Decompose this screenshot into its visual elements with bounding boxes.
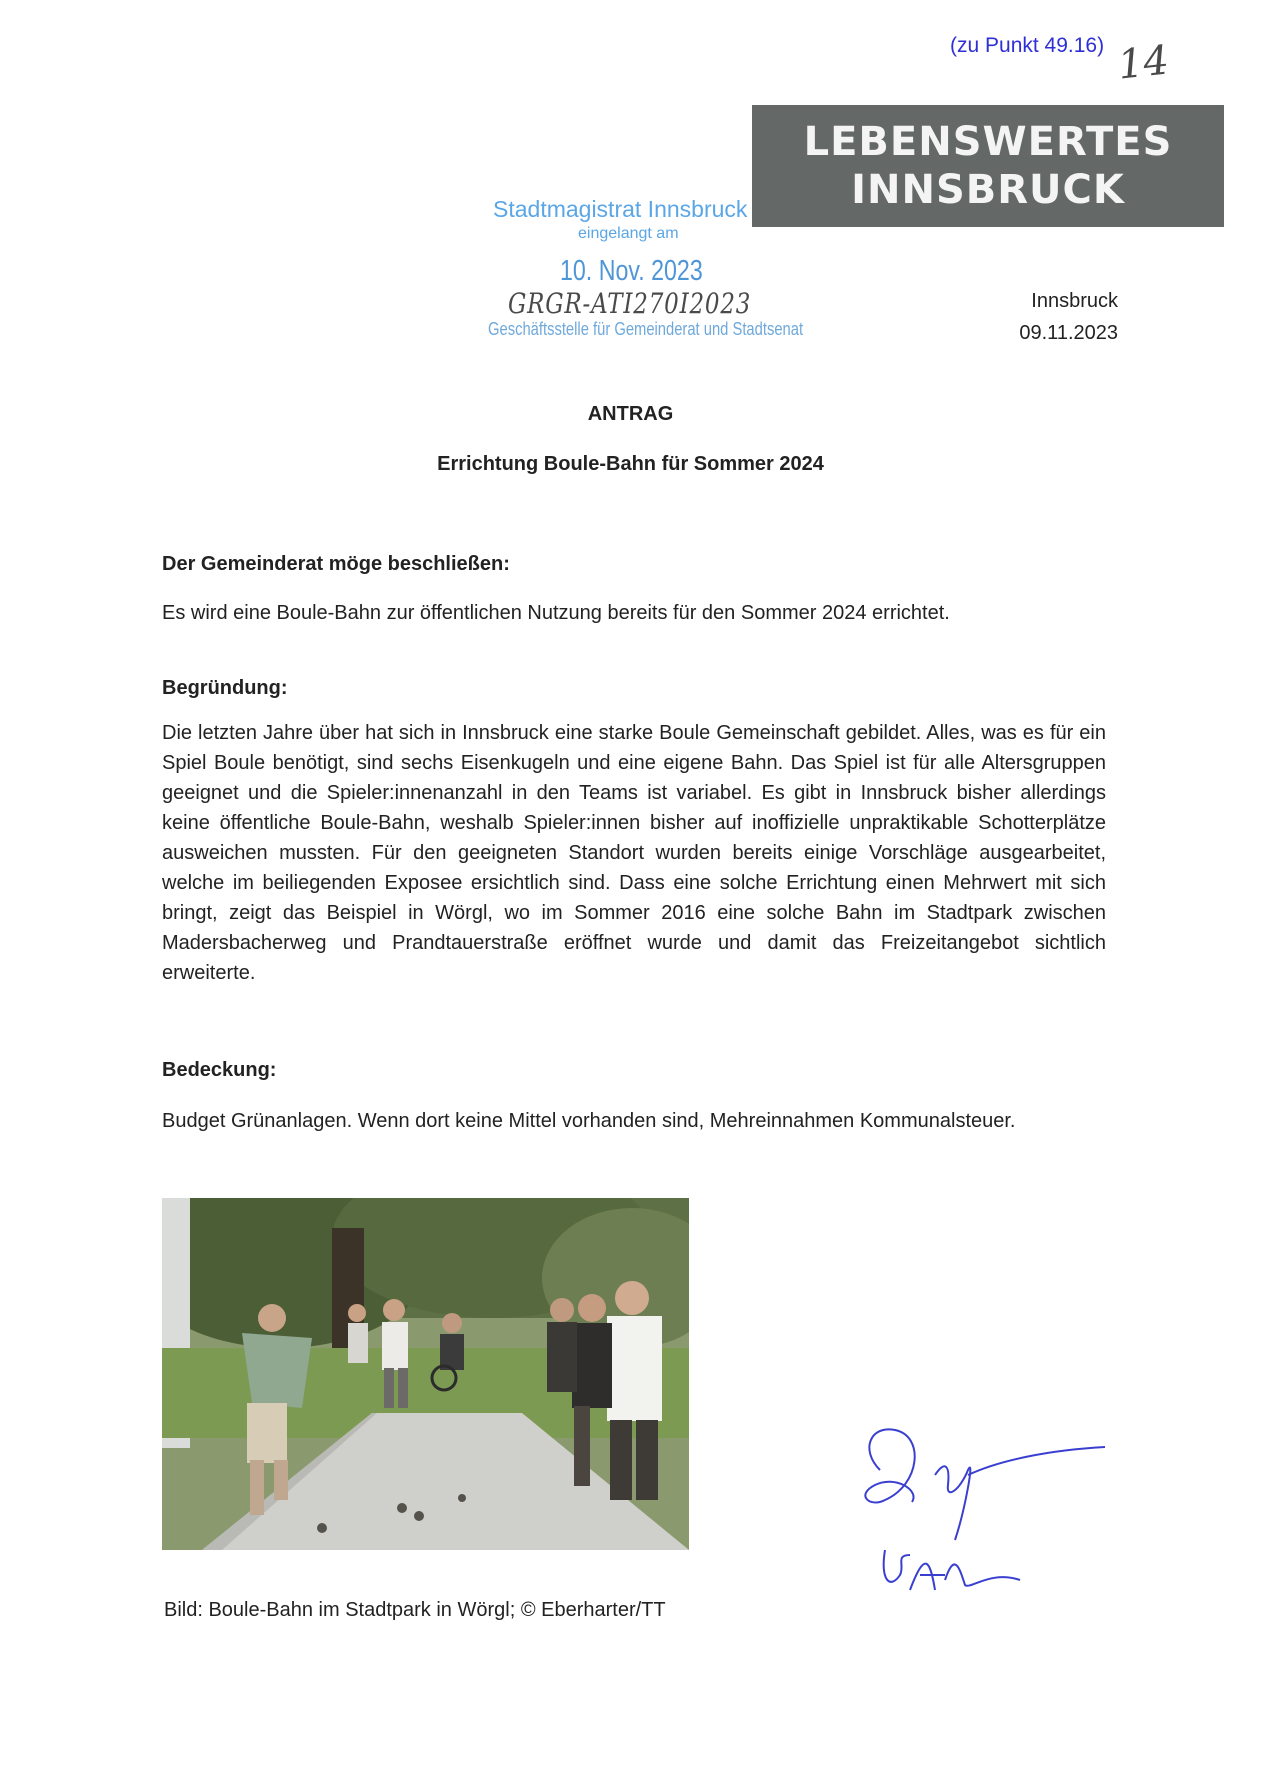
motion-text: Es wird eine Boule-Bahn zur öffentlichen Nutzung bereits für den Sommer 2024 errichtet.	[162, 602, 950, 624]
justification-label: Begründung:	[162, 677, 288, 699]
coverage-label: Bedeckung:	[162, 1059, 277, 1081]
stamp-handwritten-reference: GRGR-ATI270I2023	[508, 287, 752, 320]
stamp-received-date: 10. Nov. 2023	[560, 255, 703, 287]
stamp-received-label: eingelangt am	[578, 225, 679, 242]
logo-line-2: INNSBRUCK	[851, 167, 1125, 213]
party-logo	[752, 105, 1224, 227]
boule-court-photo	[162, 1198, 689, 1550]
document-date: 09.11.2023	[1019, 322, 1118, 344]
justification-text: Die letzten Jahre über hat sich in Innsbruck eine starke Boule Gemeinschaft gebildet. Alles, was es für ein Spiel Boule benötigt, sind sechs Eisenkugeln und eine eigene Bahn. Das Spiel ist für alle Altersgruppen geeignet und die Spieler:innenanzahl in den Teams ist variabel. Es gibt in Innsbruck bisher allerdings keine öffentliche Boule-Bahn, weshalb Spieler:innen bisher auf inoffizielle unpraktikable Schotterplätze ausweichen mussten. Für den geeigneten Standort wurden bereits einige Vorschläge ausgearbeitet, welche im beiliegenden Exposee ersichtlich sind. Dass eine solche Errichtung einen Mehrwert mit sich bringt, zeigt das Beispiel in Wörgl, wo im Sommer 2016 eine solche Bahn im Stadtpark zwischen Madersbacherweg und Prandtauerstraße eröffnet wurde und damit das Freizeitangebot sichtlich erweiterte.	[162, 722, 1106, 984]
handwritten-signatures	[850, 1390, 1170, 1620]
handwritten-page-number: 14	[1115, 37, 1172, 89]
agenda-reference: (zu Punkt 49.16)	[950, 34, 1105, 57]
logo-line-1: LEBENSWERTES	[803, 119, 1173, 165]
stamp-authority: Stadtmagistrat Innsbruck	[493, 196, 748, 222]
stamp-office: Geschäftsstelle für Gemeinderat und Stadtsenat	[488, 319, 804, 339]
document-subject: Errichtung Boule-Bahn für Sommer 2024	[437, 453, 824, 475]
coverage-text: Budget Grünanlagen. Wenn dort keine Mittel vorhanden sind, Mehreinnahmen Kommunalsteuer.	[162, 1110, 1016, 1132]
place: Innsbruck	[1031, 290, 1118, 312]
photo-illustration	[162, 1198, 689, 1550]
photo-caption: Bild: Boule-Bahn im Stadtpark in Wörgl; © Eberharter/TT	[164, 1599, 666, 1621]
document-title: ANTRAG	[587, 403, 674, 425]
motion-label: Der Gemeinderat möge beschließen:	[162, 553, 510, 575]
